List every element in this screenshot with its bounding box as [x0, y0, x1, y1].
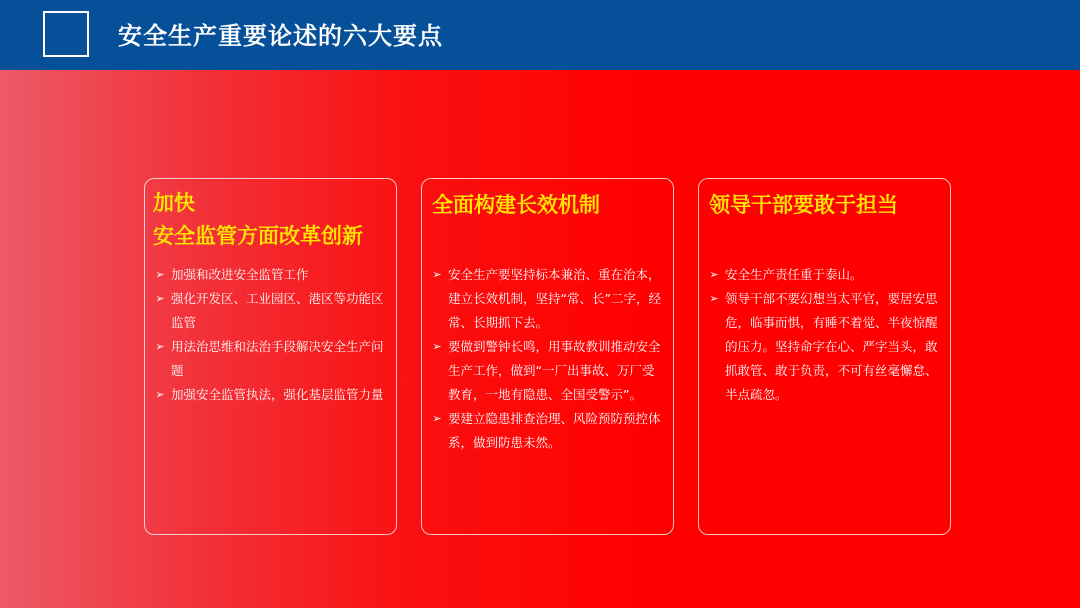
list-item	[707, 287, 940, 407]
list-item	[153, 335, 386, 383]
list-item	[153, 263, 386, 287]
card-title: 全面构建长效机制	[432, 193, 600, 217]
list-item	[707, 263, 940, 287]
list-item-text: 安全生产要坚持标本兼治、重在治本，建立长效机制，坚持“常、长”二字，经常、长期抓下去。	[448, 267, 661, 330]
page-title: 安全生产重要论述的六大要点	[118, 22, 443, 50]
card-bullet-list	[707, 263, 940, 407]
list-item	[430, 263, 663, 335]
header-square-icon	[43, 11, 89, 57]
header-bar	[0, 0, 1080, 70]
list-item	[430, 335, 663, 407]
chevron-right-icon: ➢	[155, 340, 165, 353]
card-bullet-list	[430, 263, 663, 455]
chevron-right-icon: ➢	[432, 268, 442, 281]
card-long-term-mechanism	[421, 178, 674, 535]
chevron-right-icon: ➢	[155, 388, 165, 401]
list-item	[153, 287, 386, 335]
chevron-right-icon: ➢	[709, 292, 719, 305]
card-title-line2: 安全监管方面改革创新	[153, 224, 363, 248]
list-item	[430, 407, 663, 455]
card-title: 领导干部要敢于担当	[709, 193, 898, 217]
list-item-text: 加强安全监管执法，强化基层监管力量	[171, 387, 384, 402]
list-item-text: 用法治思维和法治手段解决安全生产问题	[171, 339, 384, 378]
list-item-text: 要建立隐患排查治理、风险预防预控体系，做到防患未然。	[448, 411, 661, 450]
chevron-right-icon: ➢	[432, 412, 442, 425]
list-item-text: 强化开发区、工业园区、港区等功能区监管	[171, 291, 384, 330]
chevron-right-icon: ➢	[432, 340, 442, 353]
chevron-right-icon: ➢	[155, 292, 165, 305]
card-title	[153, 187, 388, 253]
card-title-line1: 加快	[153, 191, 195, 215]
card-bullet-list	[153, 263, 386, 407]
chevron-right-icon: ➢	[709, 268, 719, 281]
list-item-text: 加强和改进安全监管工作	[171, 267, 309, 282]
card-leadership-responsibility	[698, 178, 951, 535]
list-item-text: 安全生产责任重于泰山。	[725, 267, 863, 282]
card-supervision-reform	[144, 178, 397, 535]
list-item-text: 要做到警钟长鸣，用事故教训推动安全生产工作，做到“一厂出事故、万厂受教育，一地有隐患、全国受警示”。	[448, 339, 661, 402]
list-item	[153, 383, 386, 407]
list-item-text: 领导干部不要幻想当太平官，要居安思危，临事而惧，有睡不着觉、半夜惊醒的压力。坚持命字在心、严字当头，敢抓敢管、敢于负责，不可有丝毫懈怠、半点疏忽。	[725, 291, 938, 402]
chevron-right-icon: ➢	[155, 268, 165, 281]
